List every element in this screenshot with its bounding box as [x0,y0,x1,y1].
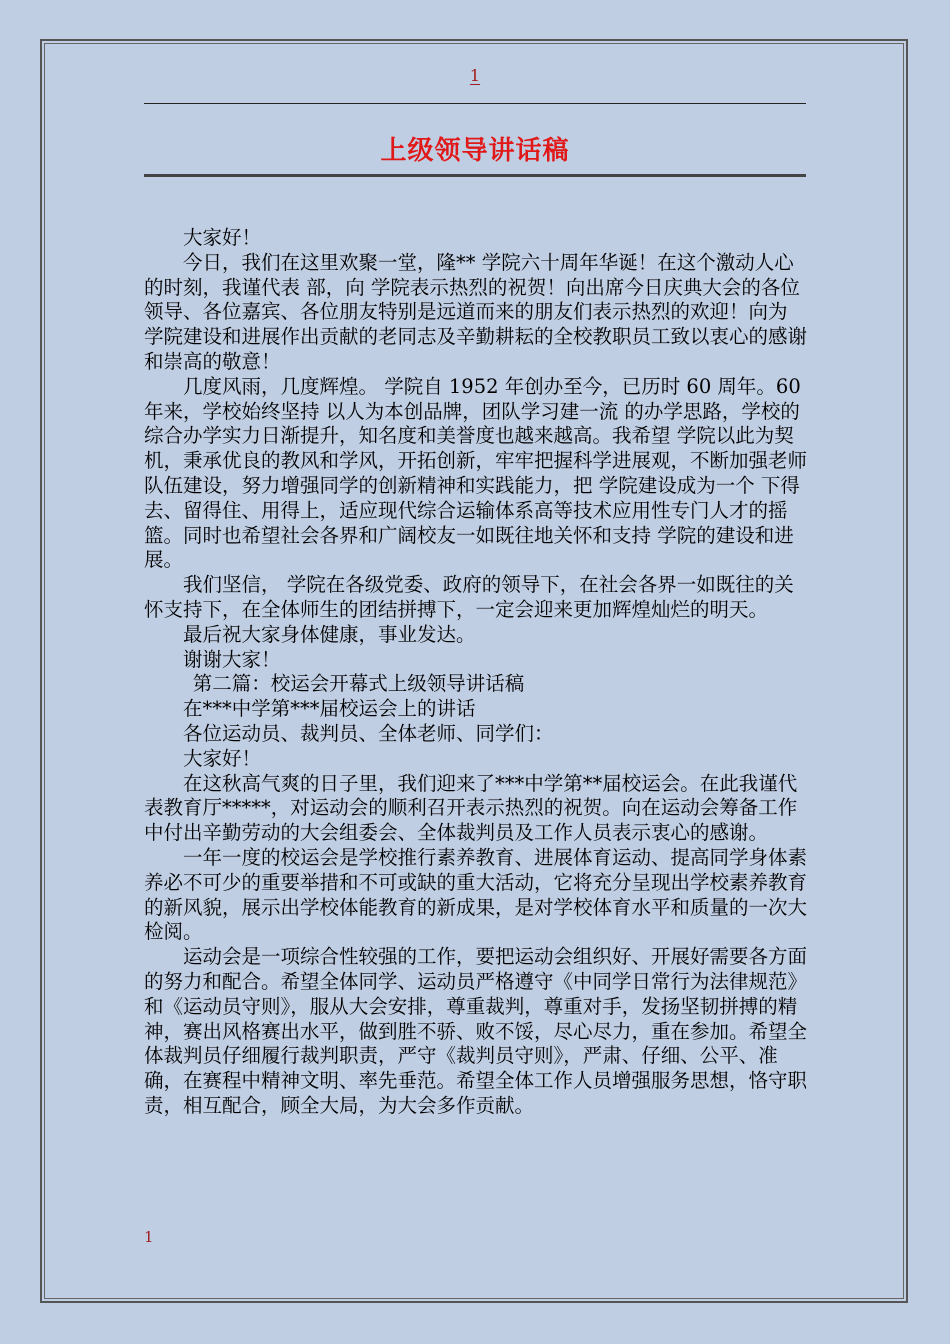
header-divider [144,103,806,104]
paragraph: 今日，我们在这里欢聚一堂，隆** 学院六十周年华诞！在这个激动人心的时刻，我谨代表 部，向 学院表示热烈的祝贺！向出席今日庆典大会的各位领导、各位嘉宾、各位朋友特别是远道而来的朋友们表示热烈的欢迎！向为 学院建设和进展作出贡献的老同志及辛勤耕耘的全校教职员工致以衷心的感谢和崇高的敬意！ [144,250,808,373]
paragraph: 运动会是一项综合性较强的工作，要把运动会组织好、开展好需要各方面的努力和配合。希望全体同学、运动员严格遵守《中同学日常行为法律规范》和《运动员守则》，服从大会安排，尊重裁判，尊重对手，发扬坚韧拼搏的精神，赛出风格赛出水平，做到胜不骄、败不馁，尽心尽力，重在参加。希望全体裁判员仔细履行裁判职责，严守《裁判员守则》，严肃、仔细、公平、准确，在赛程中精神文明、率先垂范。希望全体工作人员增强服务思想，恪守职责，相互配合，顾全大局，为大会多作贡献。 [144,945,808,1117]
header-page-number: 1 [469,66,481,85]
paragraph: 在这秋高气爽的日子里，我们迎来了***中学第**届校运会。在此我谨代表教育厅*****，对运动会的顺利召开表示热烈的祝贺。向在运动会筹备工作中付出辛勤劳动的大会组委会、全体裁判员及工作人员表示衷心的感谢。 [144,771,798,845]
paragraph: 一年一度的校运会是学校推行素养教育、进展体育运动、提高同学身体素养必不可少的重要举措和不可或缺的重大活动，它将充分呈现出学校素养教育的新风貌，展示出学校体能教育的新成果，是对学校体育水平和质量的一次大检阅。 [144,845,808,944]
footer-page-number: 1 [144,1228,154,1246]
section-heading: 第二篇：校运会开幕式上级领导讲话稿 [192,672,525,696]
title-divider [144,174,806,177]
paragraph: 我们坚信， 学院在各级党委、政府的领导下，在社会各界一如既往的关怀支持下，在全体师生的团结拼搏下，一定会迎来更加辉煌灿烂的明天。 [144,573,794,621]
paragraph: 各位运动员、裁判员、全体老师、同学们： [183,721,554,745]
paragraph: 大家好！ [183,226,262,249]
paragraph: 几度风雨，几度辉煌。 学院自 1952 年创办至今，已历时 60 周年。60 年来，学校始终坚持 以人为本创品牌，团队学习建一流 的办学思路，学校的综合办学实力日渐提升，知名度和美誉度也越来越高。我希望 学院以此为契机，秉承优良的教风和学风，开拓创新，牢牢把握科学进展观，不断加强老师队伍建设，努力增强同学的创新精神和实践能力，把 学院建设成为一个 下得去、留得住、用得上，适应现代综合运输体系高等技术应用性专门人才的摇篮。同时也希望社会各界和广阔校友一如既往地关怀和支持 学院的建设和进展。 [144,374,808,572]
document-title: 上级领导讲话稿 [380,136,570,166]
paragraph: 在***中学第***届校运会上的讲话 [183,697,476,721]
paragraph: 最后祝大家身体健康，事业发达。 [183,622,476,646]
paragraph: 大家好！ [183,746,262,770]
paragraph: 谢谢大家！ [183,647,281,671]
document-body [144,226,809,1119]
